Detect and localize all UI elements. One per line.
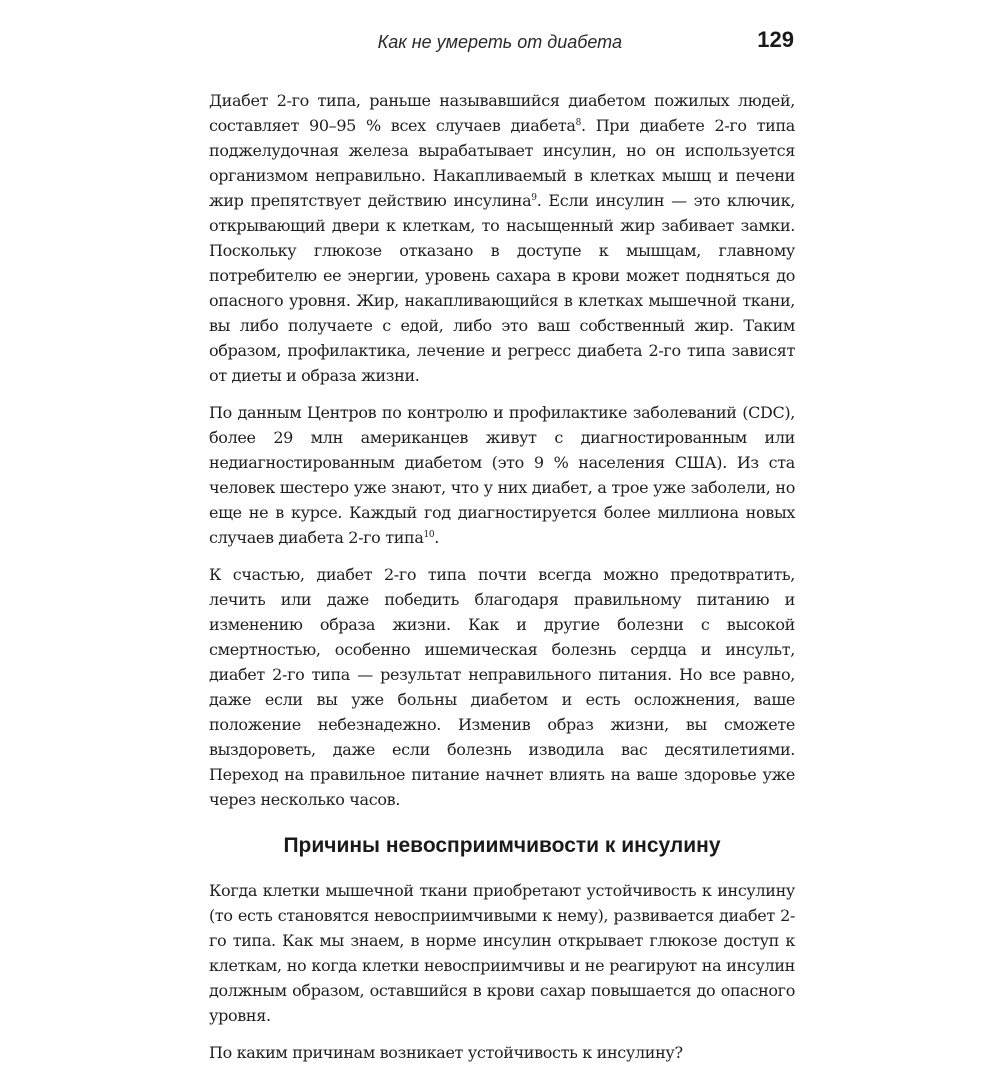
paragraph-question: По каким причинам возникает устойчивость к инсулину? [209, 1043, 683, 1062]
paragraph-diabetes-type2 [209, 88, 795, 388]
text-segment: . Если инсулин — это ключик, открывающий двери к клеткам, то насыщенный жир забивает замки. Поскольку глюкозе отказано в доступе к мышцам, главному потребителю ее энергии, уровень сахара в крови может подняться до опасного уровня. Жир, накапливающийся в клетках мышечной ткани, вы либо получаете с едой, либо это ваш собственный жир. Таким образом, профилактика, лечение и регресс диабета 2-го типа зависят от диеты и образа жизни. [209, 191, 795, 385]
paragraph-cdc-statistics [209, 400, 795, 550]
footnote-marker: 10 [423, 530, 435, 540]
text-segment: К счастью, диабет 2-го типа почти всегда можно предотвратить, лечить или даже победить благодаря правильному питанию и изменению образа жизни. Как и другие болезни с высокой смертностью, особенно ишемическая болезнь сердца и инсульт, диабет 2-го типа — результат неправильного питания. Но все равно, даже если вы уже больны диабетом и есть осложнения, ваше положение небезнадежно. Изменив образ жизни, вы сможете выздороветь, даже если болезнь изводила вас десятилетиями. Переход на правильное питание начнет влиять на ваше здоровье уже через несколько часов. [209, 565, 795, 809]
section-heading: Причины невосприимчивости к инсулину [283, 834, 721, 857]
text-segment: . [434, 528, 440, 547]
page-header [210, 26, 794, 60]
page-number: 129 [757, 27, 794, 52]
footnote-marker: 9 [531, 193, 537, 203]
text-segment: Диабет 2-го типа, раньше называвшийся диабетом пожилых людей, составляет 90–95 % всех случаев диабета [209, 91, 795, 135]
page-body [209, 88, 795, 1077]
text-segment: По данным Центров по контролю и профилактике заболеваний (CDC), более 29 млн американцев живут с диагностированным или недиагностированным диабетом (это 9 % населения США). Из ста человек шестеро уже знают, что у них диабет, а трое уже заболели, но еще не в курсе. Каждый год диагностируется более миллиона новых случаев диабета 2-го типа [209, 403, 795, 547]
running-title: Как не умереть от диабета [377, 32, 622, 52]
paragraph-prevention [209, 562, 795, 812]
text-segment: . При диабете 2-го типа поджелудочная железа вырабатывает инсулин, но он используется организмом неправильно. Накапливаемый в клетках мышц и печени жир препятствует действию инсулина [209, 116, 795, 210]
footnote-marker: 8 [575, 118, 581, 128]
paragraph-insulin-resistance: Когда клетки мышечной ткани приобретают устойчивость к инсулину (то есть становятся невосприимчивыми к нему), развивается диабет 2-го типа. Как мы знаем, в норме инсулин открывает глюкозе доступ к клеткам, но когда клетки невосприимчивы и не реагируют на инсулин должным образом, оставшийся в крови сахар повышается до опасного уровня. [209, 881, 795, 1025]
